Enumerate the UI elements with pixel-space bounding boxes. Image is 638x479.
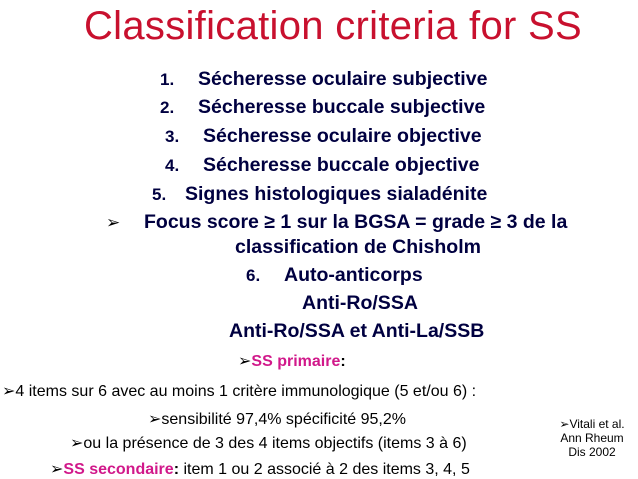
arrow-bullet-icon: ➢	[559, 417, 570, 431]
arrow-bullet-icon: ➢	[106, 213, 121, 232]
note-objective-items: ➢ou la présence de 3 des 4 items objectifs (items 3 à 6)	[70, 435, 467, 452]
note-items: ➢4 items sur 6 avec au moins 1 critère immunologique (5 et/ou 6) :	[2, 383, 477, 400]
criterion-1	[160, 68, 487, 91]
criterion-text: Sécheresse oculaire subjective	[198, 68, 488, 90]
criterion-number: 1.	[160, 70, 175, 89]
criterion-text: Signes histologiques sialadénite	[185, 183, 488, 205]
criterion-number: 6.	[246, 266, 261, 285]
criterion-text: Auto-anticorps	[284, 264, 423, 286]
criterion-text: Sécheresse oculaire objective	[203, 125, 482, 147]
arrow-bullet-icon: ➢	[2, 383, 16, 400]
criterion-2	[160, 96, 485, 119]
criterion-text: Sécheresse buccale subjective	[198, 96, 486, 118]
criterion-4	[165, 154, 479, 177]
criterion-text: Sécheresse buccale objective	[203, 154, 480, 176]
focus-score-line2: classification de Chisholm	[235, 236, 481, 258]
criterion-number: 4.	[165, 156, 180, 175]
secondary-ss: ➢SS secondaire: item 1 ou 2 associé à 2 des items 3, 4, 5	[50, 461, 470, 478]
antibody-anti-ro-la: Anti-Ro/SSA et Anti-La/SSB	[229, 320, 485, 342]
criterion-number: 5.	[152, 185, 167, 204]
antibody-anti-ro: Anti-Ro/SSA	[302, 292, 418, 314]
criterion-number: 2.	[160, 98, 175, 117]
criterion-3	[165, 125, 482, 148]
primary-ss-heading: ➢SS primaire:	[238, 353, 346, 370]
arrow-bullet-icon: ➢	[238, 353, 252, 370]
criterion-5	[152, 183, 487, 206]
focus-score-line1: ➢ Focus score ≥ 1 sur la BGSA = grade ≥ 3 de la	[106, 211, 568, 233]
arrow-bullet-icon: ➢	[70, 435, 84, 452]
slide-title: Classification criteria for SS	[83, 4, 583, 48]
note-sensitivity: ➢sensibilité 97,4% spécificité 95,2%	[148, 411, 406, 428]
reference-citation: ➢Vitali et al. Ann Rheum Dis 2002	[559, 417, 625, 459]
arrow-bullet-icon: ➢	[50, 461, 64, 478]
criterion-6	[246, 264, 423, 287]
arrow-bullet-icon: ➢	[148, 411, 162, 428]
criterion-number: 3.	[165, 127, 180, 146]
